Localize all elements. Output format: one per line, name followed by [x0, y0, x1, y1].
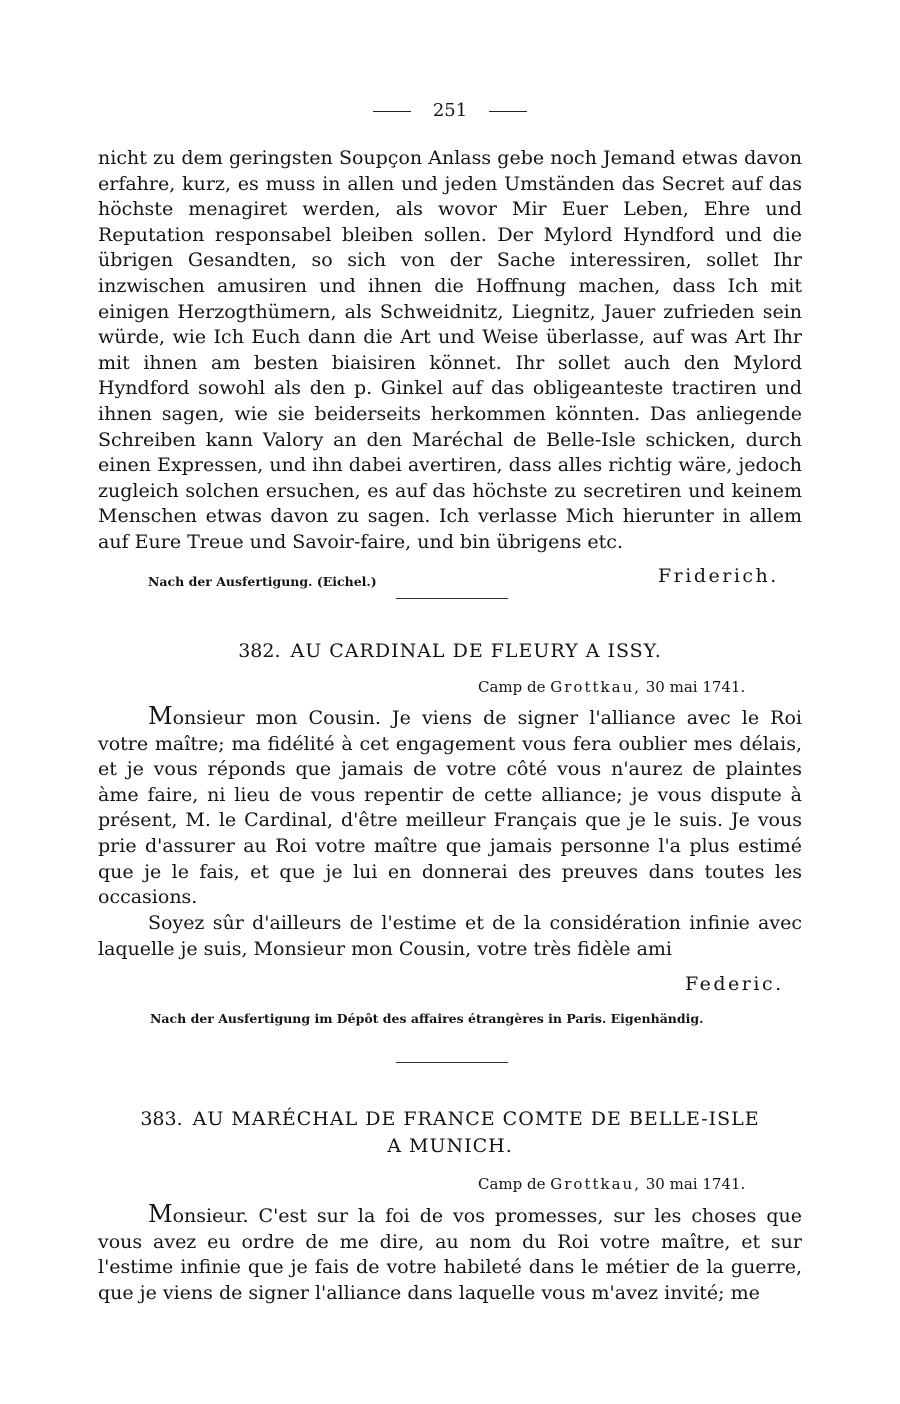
letter-382-heading: [0, 640, 900, 662]
letter-382-date-rest: 30 mai 1741.: [645, 678, 746, 696]
letter-383-paragraph-1: [98, 1202, 802, 1306]
letter-382-paragraph-2-text: Soyez sûr d'ailleurs de l'estime et de la considération infinie avec laquelle je suis, Monsieur mon Cousin, votre très fidèle ami: [98, 912, 802, 960]
letter-380-source-note: Nach der Ausfertigung. (Eichel.): [148, 574, 377, 589]
letter-382-signature: Federic.: [685, 973, 784, 995]
letter-383-initial: M: [148, 1200, 173, 1228]
letter-382-title: AU CARDINAL DE FLEURY A ISSY.: [290, 640, 662, 662]
header-rule-left: [373, 111, 411, 112]
letter-383-date-prefix: Camp de: [478, 1175, 546, 1193]
page-number: 251: [432, 100, 468, 121]
letter-380-signature: Friderich.: [658, 565, 779, 587]
letter-382-initial: M: [148, 702, 173, 730]
letter-382-number: 382.: [238, 640, 281, 662]
section-divider: [396, 1062, 508, 1063]
section-divider: [396, 598, 508, 599]
letter-383-title-line-1: AU MARÉCHAL DE FRANCE COMTE DE BELLE-ISLE: [192, 1108, 760, 1130]
letter-383-heading: [0, 1108, 900, 1130]
letter-383-date-place: Grottkau,: [550, 1175, 641, 1193]
letter-382-paragraph-2: [98, 911, 802, 962]
letter-383-paragraph-1-text: onsieur. C'est sur la foi de vos promesses, sur les choses que vous avez eu ordre de me dire, au nom du Roi votre maître, et sur l'estime infinie que je fais de votre habileté dans le métier de la guerre, que je viens de signer l'alliance dans laquelle vous m'avez invité; me: [98, 1205, 802, 1304]
letter-382-source-note: Nach der Ausfertigung im Dépôt des affaires étrangères in Paris. Eigenhändig.: [150, 1011, 704, 1026]
letter-382-dateline: [478, 678, 745, 696]
letter-383-number: 383.: [140, 1108, 183, 1130]
letter-383-date-rest: 30 mai 1741.: [645, 1175, 746, 1193]
letter-382-date-place: Grottkau,: [550, 678, 641, 696]
letter-382-paragraph-1: [98, 704, 802, 911]
letter-383-dateline: [478, 1175, 745, 1193]
letter-380-body: nicht zu dem geringsten Soupçon Anlass gebe noch Jemand etwas davon erfahre, kurz, es muss in allen und jeden Umständen das Secret auf das höchste menagiret werden, als wovor Mir Euer Leben, Ehre und Reputation responsabel bleiben sollen. Der Mylord Hyndford und die übrigen Gesandten, so sich von der Sache interessiren, sollet Ihr inzwischen amusiren und ihnen die Hoffnung machen, dass Ich mit einigen Herzogthümern, als Schweidnitz, Liegnitz, Jauer zufrieden sein würde, wie Ich Euch dann die Art und Weise überlasse, auf was Art Ihr mit ihnen am besten biaisiren könnet. Ihr sollet auch den Mylord Hyndford sowohl als den p. Ginkel auf das obligeanteste tractiren und ihnen sagen, wie sie beiderseits herkommen könnten. Das anliegende Schreiben kann Valory an den Maréchal de Belle-Isle schicken, durch einen Expressen, und ihn dabei avertiren, dass alles richtig wäre, jedoch zugleich solchen ersuchen, es auf das höchste zu secretiren und keinem Menschen etwas davon zu sagen. Ich verlasse Mich hierunter in allem auf Eure Treue und Savoir-faire, und bin übrigens etc.: [98, 147, 802, 553]
letter-382-date-prefix: Camp de: [478, 678, 546, 696]
page-header: [0, 100, 900, 121]
letter-383-heading-line-2: [0, 1135, 900, 1157]
letter-382-paragraph-1-text: onsieur mon Cousin. Je viens de signer l'alliance avec le Roi votre maître; ma fidélité à cet engagement vous fera oublier mes délais, et je vous réponds que jamais de votre côté vous n'aurez de plaintes àme faire, ni lieu de vous repentir de cette alliance; je vous dispute à présent, M. le Cardinal, d'être meilleur Français que je le suis. Je vous prie d'assurer au Roi votre maître que jamais personne l'a plus estimé que je le fais, et que je lui en donnerai des preuves dans toutes les occasions.: [98, 707, 802, 909]
header-rule-right: [489, 111, 527, 112]
letter-383-title-line-2: A MUNICH.: [387, 1135, 513, 1157]
